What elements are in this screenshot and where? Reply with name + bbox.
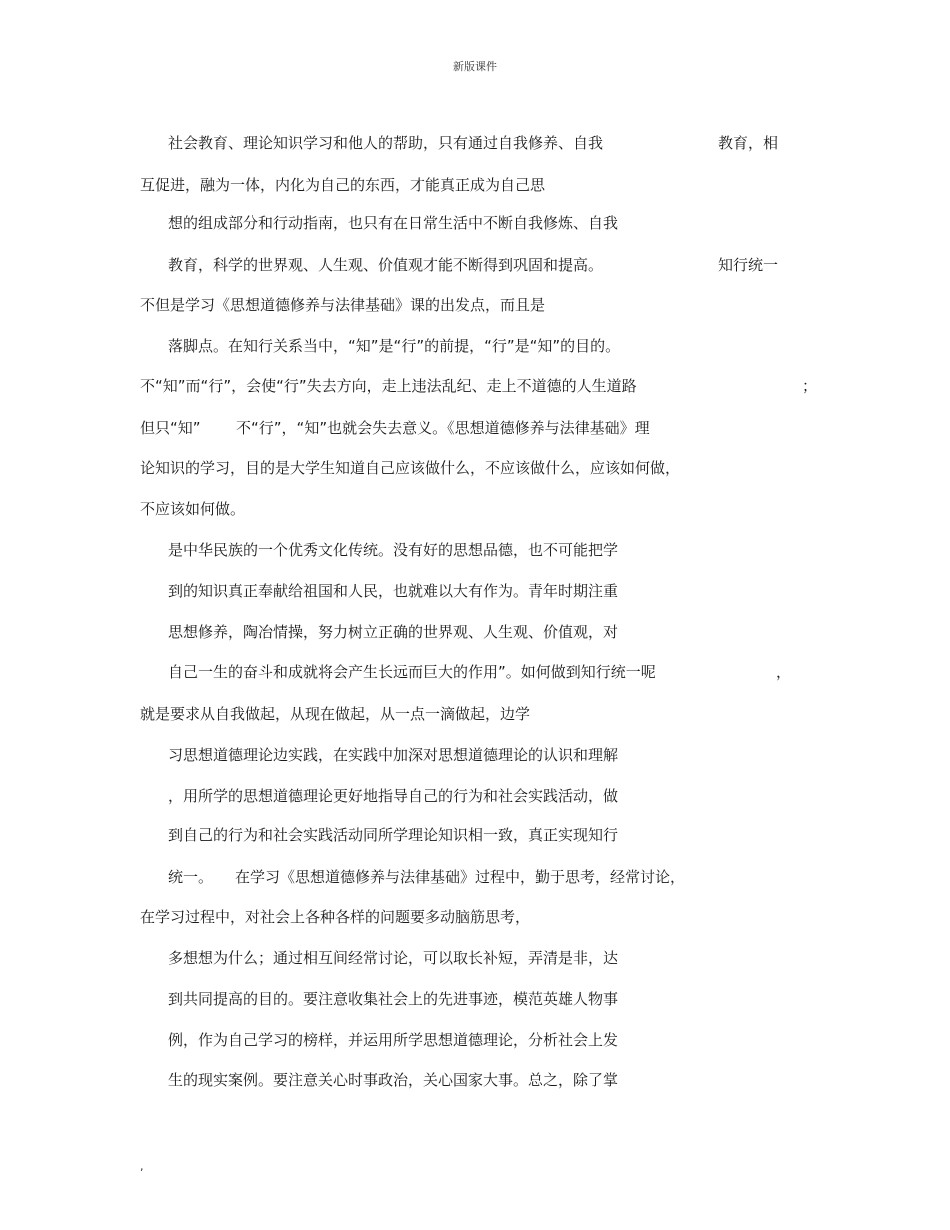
text-line: 生的现实案例。要注意关心时事政治，关心国家大事。总之，除了掌 (168, 1071, 619, 1089)
text-line: 但只“知” (140, 419, 201, 437)
text-line: 不应该如何做。 (140, 500, 246, 518)
text-line: 想的组成部分和行动指南，也只有在日常生活中不断自我修炼、自我 (168, 214, 619, 232)
text-line: 是中华民族的一个优秀文化传统。没有好的思想品德，也不可能把学 (168, 541, 619, 559)
text-line: ， (776, 663, 792, 681)
text-line: 例，作为自己学习的榜样，并运用所学思想道德理论，分析社会上发 (168, 1031, 619, 1049)
text-line: 互促进，融为一体，内化为自己的东西，才能真正成为自己思 (140, 176, 546, 194)
text-line: 知行统一 (718, 256, 779, 274)
text-line: 习思想道德理论边实践，在实践中加深对思想道德理论的认识和理解 (168, 746, 619, 764)
footer-mark: , (140, 1160, 144, 1173)
text-line: 教育，相 (718, 134, 779, 152)
text-line: 不“行”，“知”也就会失去意义。《思想道德修养与法律基础》理 (236, 419, 650, 437)
text-line: 多想想为什么；通过相互间经常讨论，可以取长补短，弄清是非，达 (168, 949, 619, 967)
text-line: 不“知”而“行”，会使“行”失去方向，走上违法乱纪、走上不道德的人生道路 (140, 377, 637, 395)
text-line: 不但是学习《思想道德修养与法律基础》课的出发点，而且是 (140, 296, 546, 314)
text-line: 落脚点。在知行关系当中，“知”是“行”的前提，“行”是“知”的目的。 (168, 337, 621, 355)
text-line: ； (802, 377, 818, 395)
text-line: ，用所学的思想道德理论更好地指导自己的行为和社会实践活动，做 (168, 787, 619, 805)
text-line: 自己一生的奋斗和成就将会产生长远而巨大的作用”。如何做到知行统一呢 (168, 663, 656, 681)
text-line: 就是要求从自我做起，从现在做起，从一点一滴做起，边学 (140, 705, 531, 723)
text-line: 社会教育、理论知识学习和他人的帮助，只有通过自我修养、自我 (168, 134, 604, 152)
text-line: 思想修养，陶冶情操，努力树立正确的世界观、人生观、价值观，对 (168, 623, 619, 641)
text-line: 到自己的行为和社会实践活动同所学理论知识相一致，真正实现知行 (168, 826, 619, 844)
text-line: 到的知识真正奉献给祖国和人民，也就难以大有作为。青年时期注重 (168, 582, 619, 600)
text-line: 在学习《思想道德修养与法律基础》过程中，勤于思考，经常讨论， (235, 868, 686, 886)
page-header: 新版课件 (453, 60, 497, 73)
text-line: 到共同提高的目的。要注意收集社会上的先进事迹，模范英雄人物事 (168, 990, 619, 1008)
text-line: 论知识的学习，目的是大学生知道自己应该做什么，不应该做什么，应该如何做， (140, 459, 681, 477)
text-line: 教育，科学的世界观、人生观、价值观才能不断得到巩固和提高。 (168, 256, 604, 274)
text-line: 在学习过程中，对社会上各种各样的问题要多动脑筋思考， (140, 908, 531, 926)
text-line: 统一。 (168, 868, 214, 886)
